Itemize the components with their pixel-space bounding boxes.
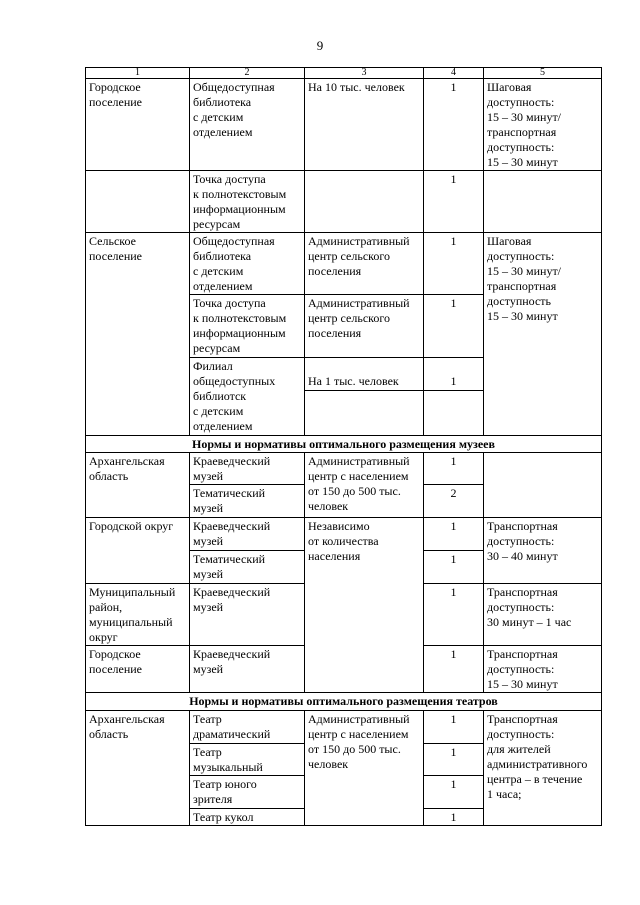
count-cell: 1	[424, 776, 484, 809]
count-cell: 1	[424, 584, 484, 646]
norm-cell: Административный центр с населением от 150 до 500 тыс. человек	[305, 711, 424, 826]
object-cell: Тематический музей	[190, 551, 305, 584]
count-cell: 1	[424, 518, 484, 551]
access-cell: Транспортная доступность: 30 – 40 минут	[484, 518, 602, 584]
access-cell: Транспортная доступность: 15 – 30 минут	[484, 646, 602, 693]
object-cell: Краеведческий музей	[190, 584, 305, 646]
section-title: Нормы и нормативы оптимального размещения театров	[86, 693, 602, 711]
table-row	[86, 233, 602, 295]
section-header-row	[86, 693, 602, 711]
territory-cell: Архангельская область	[86, 453, 190, 518]
access-cell: Шаговая доступность: 15 – 30 минут/ транспортная доступность: 15 – 30 минут	[484, 79, 602, 171]
table-row	[86, 171, 602, 233]
norm-cell: Административный центр с населением от 150 до 500 тыс. человек	[305, 453, 424, 518]
access-cell	[484, 453, 602, 518]
access-cell	[484, 171, 602, 233]
object-cell: Общедоступная библиотека с детским отделением	[190, 79, 305, 171]
header-cell: 2	[190, 68, 305, 79]
object-cell: Тематический музей	[190, 485, 305, 518]
object-cell: Краеведческий музей	[190, 646, 305, 693]
norm-text: На 1 тыс. человек	[305, 373, 423, 391]
territory-cell: Городской округ	[86, 518, 190, 584]
table-row	[86, 453, 602, 485]
header-cell: 4	[424, 68, 484, 79]
count-cell: 2	[424, 485, 484, 518]
count-cell: 1	[424, 551, 484, 584]
count-cell: 1	[424, 744, 484, 776]
count-cell: 1	[424, 646, 484, 693]
norm-cell: Административный центр сельского поселения	[305, 233, 424, 295]
count-cell: 1	[424, 711, 484, 744]
count-cell: 1	[424, 171, 484, 233]
object-cell: Краеведческий музей	[190, 453, 305, 485]
territory-cell	[86, 171, 190, 233]
norm-cell: Независимо от количества населения	[305, 518, 424, 693]
header-cell: 5	[484, 68, 602, 79]
object-cell: Филиал общедоступных библиотск с детским отделением	[190, 358, 305, 436]
object-cell: Театр кукол	[190, 809, 305, 826]
section-title: Нормы и нормативы оптимального размещения музеев	[86, 436, 602, 453]
table-row	[86, 518, 602, 551]
access-cell: Транспортная доступность: для жителей административного центра – в течение 1 часа;	[484, 711, 602, 826]
object-cell: Театр драматический	[190, 711, 305, 744]
count-cell: 1	[424, 233, 484, 295]
count-text: 1	[424, 373, 483, 391]
norm-cell: Административный центр сельского поселения	[305, 295, 424, 358]
table-row	[86, 79, 602, 171]
object-cell: Краеведческий музей	[190, 518, 305, 551]
access-cell: Транспортная доступность: 30 минут – 1 час	[484, 584, 602, 646]
count-cell: 1	[424, 453, 484, 485]
count-cell: 1	[424, 79, 484, 171]
norm-cell	[305, 171, 424, 233]
norm-cell: На 10 тыс. человек	[305, 79, 424, 171]
norms-table	[85, 67, 602, 826]
territory-cell: Муниципальный район, муниципальный округ	[86, 584, 190, 646]
count-cell	[424, 358, 484, 436]
header-cell: 3	[305, 68, 424, 79]
territory-cell: Городское поселение	[86, 646, 190, 693]
object-cell: Точка доступа к полнотекстовым информационным ресурсам	[190, 171, 305, 233]
count-cell: 1	[424, 295, 484, 358]
object-cell: Театр юного зрителя	[190, 776, 305, 809]
count-cell: 1	[424, 809, 484, 826]
header-cell: 1	[86, 68, 190, 79]
object-cell: Общедоступная библиотека с детским отделением	[190, 233, 305, 295]
object-cell: Театр музыкальный	[190, 744, 305, 776]
territory-cell: Архангельская область	[86, 711, 190, 826]
table-header-row	[86, 68, 602, 79]
section-header-row	[86, 436, 602, 453]
territory-cell: Сельское поселение	[86, 233, 190, 436]
norm-cell	[305, 358, 424, 436]
page-number: 9	[316, 38, 324, 53]
territory-cell: Городское поселение	[86, 79, 190, 171]
table-row	[86, 711, 602, 744]
access-cell: Шаговая доступность: 15 – 30 минут/ транспортная доступность 15 – 30 минут	[484, 233, 602, 436]
object-cell: Точка доступа к полнотекстовым информационным ресурсам	[190, 295, 305, 358]
